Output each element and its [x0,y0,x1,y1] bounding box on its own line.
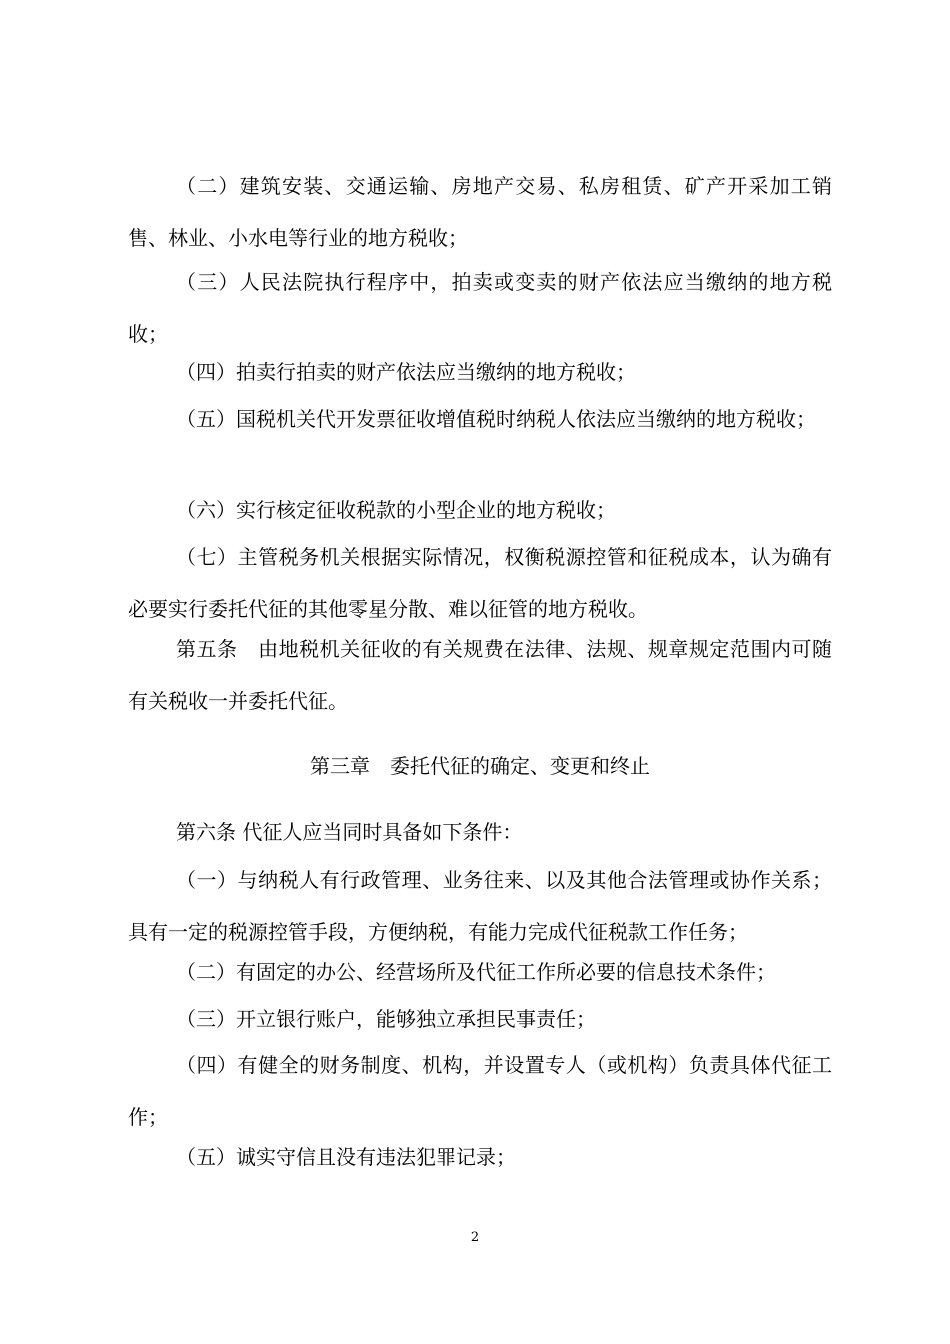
paragraph-item-4: （四）拍卖行拍卖的财产依法应当缴纳的地方税收； [176,360,636,384]
paragraph-item-2: （二）建筑安装、交通运输、房地产交易、私房租赁、矿产开采加工销售、林业、小水电等行业的地方税收； [128,174,832,250]
paragraph-item-3: （三）人民法院执行程序中，拍卖或变卖的财产依法应当缴纳的地方税收； [128,270,832,346]
condition-item-1: （一）与纳税人有行政管理、业务往来、以及其他合法管理或协作关系；具有一定的税源控管手段，方便纳税，有能力完成代征税款工作任务； [128,868,832,944]
article-6: 第六条 代征人应当同时具备如下条件： [176,820,523,844]
condition-item-3: （三）开立银行账户，能够独立承担民事责任； [176,1007,596,1031]
page-number: 2 [470,1230,480,1245]
condition-item-5: （五）诚实守信且没有违法犯罪记录； [176,1145,516,1169]
paragraph-item-6: （六）实行核定征收税款的小型企业的地方税收； [176,498,616,522]
condition-item-4: （四）有健全的财务制度、机构，并设置专人（或机构）负责具体代征工作； [128,1053,832,1129]
paragraph-item-5: （五）国税机关代开发票征收增值税时纳税人依法应当缴纳的地方税收； [176,407,816,431]
chapter-title: 第三章 委托代征的确定、变更和终止 [310,754,650,778]
condition-item-2: （二）有固定的办公、经营场所及代征工作所必要的信息技术条件； [176,960,776,984]
article-5: 第五条 由地税机关征收的有关规费在法律、法规、规章规定范围内可随有关税收一并委托代征。 [128,637,832,713]
paragraph-item-7: （七）主管税务机关根据实际情况，权衡税源控管和征税成本，认为确有必要实行委托代征的其他零星分散、难以征管的地方税收。 [128,545,832,621]
